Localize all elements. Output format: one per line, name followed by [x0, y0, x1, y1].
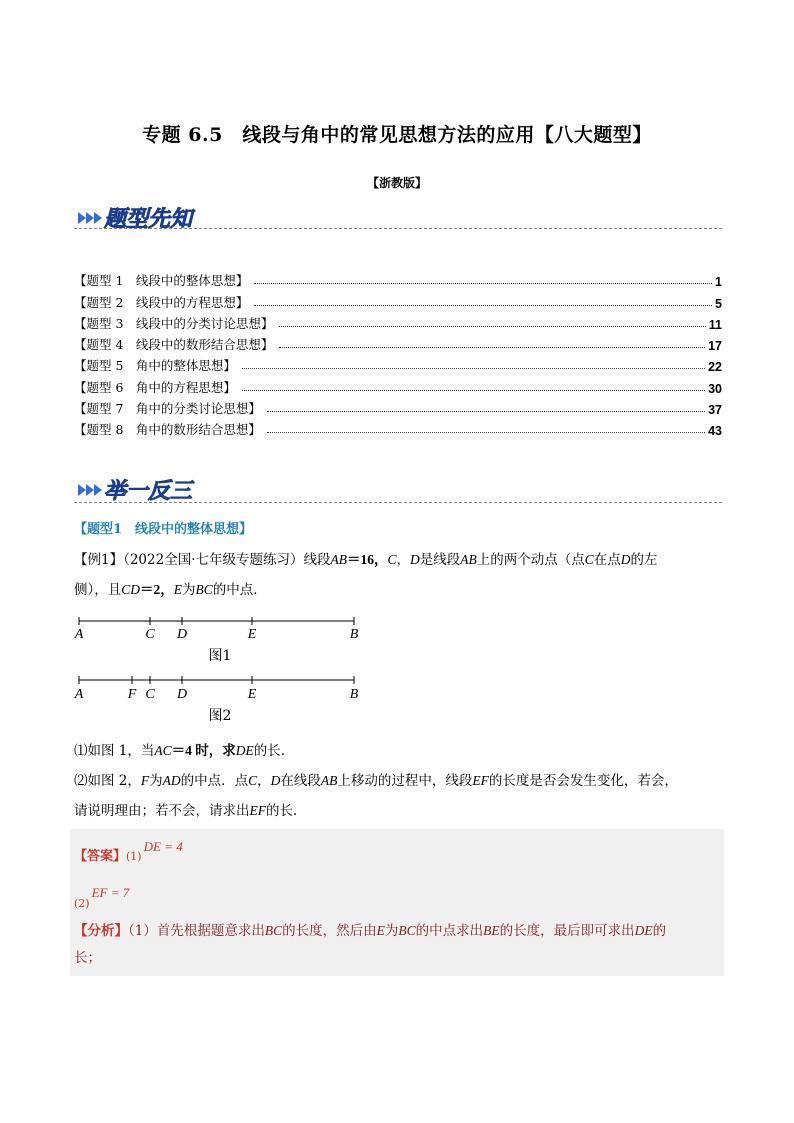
- point-label: D: [176, 687, 188, 702]
- banner-arrows-icon: [76, 470, 236, 506]
- section-heading: 【题型1 线段中的整体思想】: [74, 522, 253, 537]
- figure-caption: 图2: [208, 708, 232, 724]
- point-label: C: [145, 687, 155, 702]
- answer-line-1: 【答案】(1)DE = 4: [74, 839, 183, 864]
- divider: [74, 228, 722, 229]
- point-label: A: [74, 627, 84, 642]
- point-label: F: [127, 687, 137, 702]
- toc-item[interactable]: 【题型 6 角中的方程思想】 30: [74, 379, 722, 396]
- figure-1: [70, 612, 370, 670]
- figure-2: [70, 671, 370, 729]
- figure-caption: 图1: [208, 648, 232, 664]
- point-label: B: [349, 687, 359, 702]
- banner-title: 举一反三: [104, 479, 193, 504]
- point-label: E: [247, 687, 257, 702]
- table-of-contents: [74, 268, 722, 438]
- point-label: E: [247, 627, 257, 642]
- analysis-text: 【分析】（1）首先根据题意求出BC的长度，然后由E为BC的中点求出BE的长度，最后即可求出DE的 长；: [74, 923, 667, 966]
- document-title: 专题 6.5 线段与角中的常见思想方法的应用【八大题型】: [142, 124, 652, 146]
- question-1: ⑴如图 1，当AC＝4 时，求DE的长．: [74, 743, 295, 759]
- toc-item[interactable]: 【题型 4 线段中的数形结合思想】 17: [74, 337, 722, 354]
- toc-item[interactable]: 【题型 8 角中的数形结合思想】 43: [74, 422, 722, 439]
- point-label: B: [349, 627, 359, 642]
- question-2: ⑵如图 2，F为AD的中点．点C，D在线段AB上移动的过程中，线段EF的长度是否会发生变化，若会， 请说明理由；若不会，请求出EF的长．: [74, 773, 678, 819]
- toc-item[interactable]: 【题型 1 线段中的整体思想】 1: [74, 273, 722, 290]
- banner-title: 题型先知: [104, 207, 193, 232]
- toc-item[interactable]: 【题型 7 角中的分类讨论思想】 37: [74, 401, 722, 418]
- banner-examples: [76, 470, 236, 506]
- toc-item[interactable]: 【题型 5 角中的整体思想】 22: [74, 358, 722, 375]
- point-label: A: [74, 687, 84, 702]
- point-label: C: [145, 627, 155, 642]
- example-statement: 【例1】（2022全国·七年级专题练习）线段AB＝16，C，D是线段AB上的两个动点（点C在点D的左 侧），且CD＝2，E为BC的中点．: [74, 552, 658, 598]
- point-label: D: [176, 627, 188, 642]
- toc-item[interactable]: 【题型 3 线段中的分类讨论思想】 11: [74, 315, 722, 332]
- answer-line-2: $_{(2)}$EF = 7: [74, 885, 130, 910]
- toc-item[interactable]: 【题型 2 线段中的方程思想】 5: [74, 294, 722, 311]
- divider: [74, 502, 722, 503]
- edition-label: 【浙教版】: [366, 176, 427, 190]
